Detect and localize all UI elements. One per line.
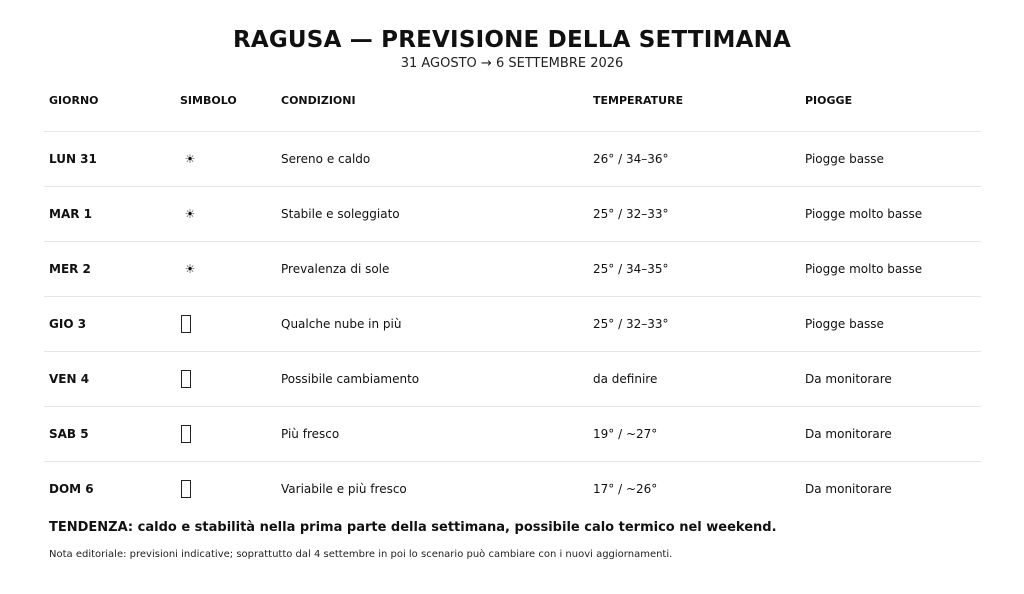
day-cell: LUN 31 <box>44 132 175 187</box>
sun-icon: ☀ <box>184 262 196 276</box>
column-header-temperatures: TEMPERATURE <box>588 78 800 132</box>
temperatures-cell: da definire <box>588 352 800 407</box>
trend-text: TENDENZA: caldo e stabilità nella prima parte della settimana, possibile calo termico nel weekend. <box>49 520 777 535</box>
day-cell: DOM 6 <box>49 482 94 496</box>
rain-cell: Da monitorare <box>800 352 981 407</box>
table-row <box>44 352 981 407</box>
rain-cell: Piogge molto basse <box>800 187 981 242</box>
temperatures-cell: 26° / 34–36° <box>588 132 800 187</box>
rain-cell: Piogge basse <box>800 297 981 352</box>
conditions-cell: Variabile e più fresco <box>281 482 407 496</box>
symbol-cell <box>175 407 276 462</box>
page-subtitle: 31 AGOSTO → 6 SETTEMBRE 2026 <box>400 56 624 71</box>
temperatures-cell: 19° / ~27° <box>588 407 800 462</box>
sun-icon: ☀ <box>184 152 196 166</box>
day-cell: VEN 4 <box>44 352 175 407</box>
temperatures-cell: 25° / 32–33° <box>588 297 800 352</box>
symbol-cell <box>175 462 276 517</box>
temperatures-cell: 25° / 34–35° <box>588 242 800 297</box>
temperatures-cell: 25° / 32–33° <box>588 187 800 242</box>
table-row <box>44 242 981 297</box>
conditions-cell: Prevalenza di sole <box>276 242 588 297</box>
editorial-note: Nota editoriale: previsioni indicative; soprattutto dal 4 settembre in poi lo scenario può cambiare con i nuovi aggiornamenti. <box>49 549 673 560</box>
table-row <box>44 132 981 187</box>
day-cell: MER 2 <box>44 242 175 297</box>
conditions-cell: Sereno e caldo <box>276 132 588 187</box>
rain-cell: Piogge basse <box>800 132 981 187</box>
conditions-cell: Qualche nube in più <box>276 297 588 352</box>
temperatures-cell: 17° / ~26° <box>593 482 658 496</box>
table-row <box>44 462 981 517</box>
column-header-conditions: CONDIZIONI <box>276 78 588 132</box>
rain-cell: Da monitorare <box>805 482 892 496</box>
symbol-cell <box>175 187 276 242</box>
missing-glyph-icon <box>181 425 191 443</box>
column-header-rain: PIOGGE <box>800 78 981 132</box>
symbol-cell <box>175 132 276 187</box>
sun-icon: ☀ <box>184 207 196 221</box>
symbol-cell <box>175 297 276 352</box>
column-header-day: GIORNO <box>44 78 175 132</box>
column-header-symbol: SIMBOLO <box>175 78 276 132</box>
conditions-cell: Possibile cambiamento <box>276 352 588 407</box>
symbol-cell <box>175 242 276 297</box>
rain-cell: Piogge molto basse <box>800 242 981 297</box>
day-cell: MAR 1 <box>44 187 175 242</box>
missing-glyph-icon <box>181 370 191 388</box>
forecast-table <box>44 78 981 516</box>
table-row <box>44 187 981 242</box>
table-header-row <box>44 78 981 132</box>
page-title: RAGUSA — PREVISIONE DELLA SETTIMANA <box>232 27 792 53</box>
day-cell: GIO 3 <box>44 297 175 352</box>
table-row <box>44 297 981 352</box>
table-row <box>44 407 981 462</box>
day-cell: SAB 5 <box>44 407 175 462</box>
missing-glyph-icon <box>181 315 191 333</box>
rain-cell: Da monitorare <box>800 407 981 462</box>
conditions-cell: Più fresco <box>276 407 588 462</box>
symbol-cell <box>175 352 276 407</box>
conditions-cell: Stabile e soleggiato <box>276 187 588 242</box>
missing-glyph-icon <box>181 480 191 498</box>
